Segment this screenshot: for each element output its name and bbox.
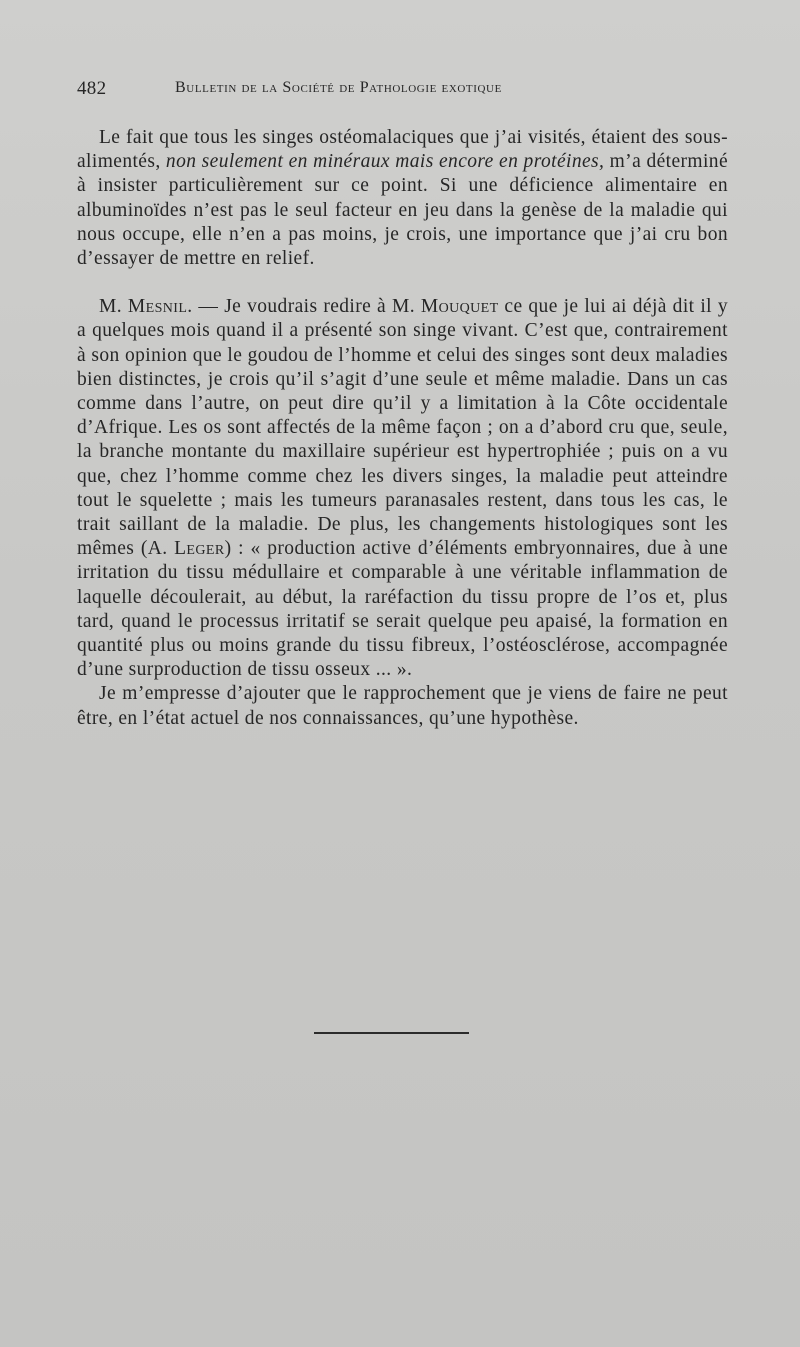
- body-text: [77, 126, 728, 731]
- paragraph-3: Je m’empresse d’ajouter que le rapprochement que je viens de faire ne peut être, en l’état actuel de nos connaissances, qu’une hypothèse.: [77, 683, 728, 729]
- paragraph-1: [77, 126, 728, 271]
- paragraph-2: [77, 295, 728, 682]
- page-header: [77, 78, 727, 102]
- paragraph-1-text-b: m’a déterminé à insister particulièrement sur ce point. Si une déficience alimentaire en albuminoïdes n’est pas le seul facteur en jeu dans la genèse de la maladie qui nous occupe, elle n’en a pas moins, je crois, une importance que j’ai cru bon d’essayer de mettre en relief.: [77, 151, 729, 270]
- paragraph-1-italic: non seulement en minéraux mais encore en protéines,: [165, 151, 605, 173]
- author-name-leger: Leger: [174, 538, 225, 560]
- paragraph-2-text-c: ) : « production active d’éléments embryonnaires, due à une irritation du tissu médullaire et comparable à une véritable inflammation de laquelle découlerait, au début, la raréfaction du tissu propre de l’os et, plus tard, quand le processus irritatif se serait quelque peu apaisé, la formation en quantité plus ou moins grande du tissu fibreux, l’ostéosclérose, accompagnée d’une surproduction de tissu osseux ... ».: [77, 538, 728, 681]
- author-name-mouquet: Mouquet: [420, 296, 499, 318]
- paragraph-2-text-a: — Je voudrais redire à M.: [192, 296, 421, 318]
- page-number: 482: [77, 78, 107, 99]
- running-head: Bulletin de la Société de Pathologie exotique: [175, 79, 502, 96]
- speaker-name: M. Mesnil.: [99, 296, 193, 318]
- section-end-rule: [314, 1032, 469, 1034]
- paragraph-1-text-a: Le fait que tous les singes ostéomalaciques que j’ai visités, étaient des sous-alimentés,: [77, 127, 728, 173]
- paragraph-2-text-b: ce que je lui ai déjà dit il y a quelques mois quand il a présenté son singe vivant. C’est que, contrairement à son opinion que le goudou de l’homme et celui des singes sont deux maladies bien distinctes, je crois qu’il s’agit d’une seule et même maladie. Dans un cas comme dans l’autre, on peut dire qu’il y a limitation à la Côte occidentale d’Afrique. Les os sont affectés de la même façon ; on a d’abord cru que, seule, la branche montante du maxillaire supérieur est hypertrophiée ; puis on a vu que, chez l’homme comme chez les divers singes, la maladie peut atteindre tout le squelette ; mais les tumeurs paranasales restent, dans tous les cas, le trait saillant de la maladie. De plus, les changements histologiques sont les mêmes (A.: [77, 296, 728, 560]
